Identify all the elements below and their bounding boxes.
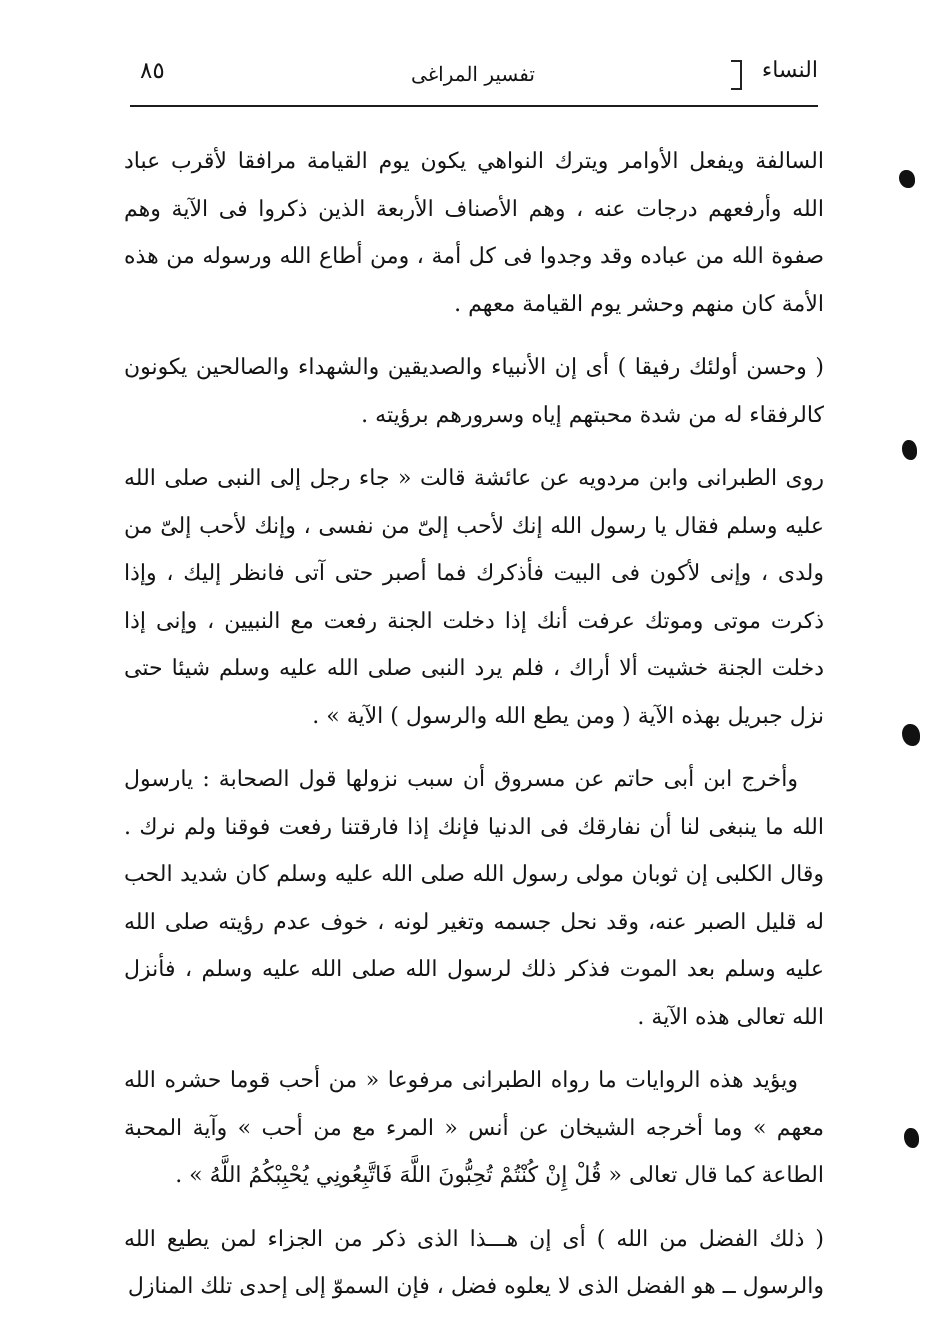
paragraph: السالفة ويفعل الأوامر ويترك النواهي يكون يوم القيامة مرافقا لأقرب عباد الله وأرفعهم درجات عنه ، وهم الأصناف الأربعة الذين ذكروا فى الآية وهم صفوة الله من عباده وقد وجدوا فى كل أمة ، ومن أطاع الله ورسوله من هذه الأمة كان منهم وحشر يوم القيامة معهم . xyxy=(124,149,824,317)
surah-name: النساء xyxy=(761,58,818,83)
ink-speck xyxy=(904,1128,919,1148)
header-rule xyxy=(130,105,818,107)
ink-speck xyxy=(902,724,920,746)
ink-speck xyxy=(899,170,915,188)
paragraph: روى الطبرانى وابن مردويه عن عائشة قالت « جاء رجل إلى النبى صلى الله عليه وسلم فقال يا رسول الله إنك لأحب إلىّ من نفسى ، وإنك لأحب إلىّ من ولدى ، وإنى لأكون فى البيت فأذكرك فما أصبر حتى آتى فانظر إليك ، وإذا ذكرت موتى وموتك عرفت أنك إذا دخلت الجنة رفعت مع النبيين ، وإنى إذا دخلت الجنة خشيت ألا أراك ، فلم يرد النبى صلى الله عليه وسلم شيئا حتى نزل جبريل بهذه الآية ( ومن يطع الله والرسول ) الآية » . xyxy=(124,466,824,729)
paragraph: ويؤيد هذه الروايات ما رواه الطبرانى مرفوعا « من أحب قوما حشره الله معهم » وما أخرجه الشيخان عن أنس « المرء مع من أحب » وآية المحبة الطاعة كما قال تعالى « قُلْ إِنْ كُنْتُمْ تُحِبُّونَ اللَّهَ فَاتَّبِعُونِي يُحْبِبْكُمُ اللَّهُ » . xyxy=(124,1068,824,1188)
paragraph: ( ذلك الفضل من الله ) أى إن هـــذا الذى ذكر من الجزاء لمن يطيع الله والرسول ــ هو الفضل الذى لا يعلوه فضل ، فإن السموّ إلى إحدى تلك المنازل xyxy=(124,1226,824,1299)
header-bracket xyxy=(731,60,742,90)
running-header xyxy=(128,48,818,106)
page-number: ٨٥ xyxy=(140,58,165,84)
paragraph: وأخرج ابن أبى حاتم عن مسروق أن سبب نزولها قول الصحابة : يارسول الله ما ينبغى لنا أن نفارقك فى الدنيا فإنك إذا فارقتنا رفعت فوقنا ولم نرك . وقال الكلبى إن ثوبان مولى رسول الله صلى الله عليه وسلم كان شديد الحب له قليل الصبر عنه، وقد نحل جسمه وتغير لونه ، خوف عدم رؤيته صلى الله عليه وسلم بعد الموت فذكر ذلك لرسول الله صلى الله عليه وسلم ، فأنزل الله تعالى هذه الآية . xyxy=(124,767,824,1030)
ink-speck xyxy=(902,440,917,460)
body-text xyxy=(124,138,824,1327)
book-title: تفسير المراغى xyxy=(411,62,535,86)
paragraph: ( وحسن أولئك رفيقا ) أى إن الأنبياء والصديقين والشهداء والصالحين يكونون كالرفقاء له من شدة محبتهم إياه وسرورهم برؤيته . xyxy=(124,355,824,428)
